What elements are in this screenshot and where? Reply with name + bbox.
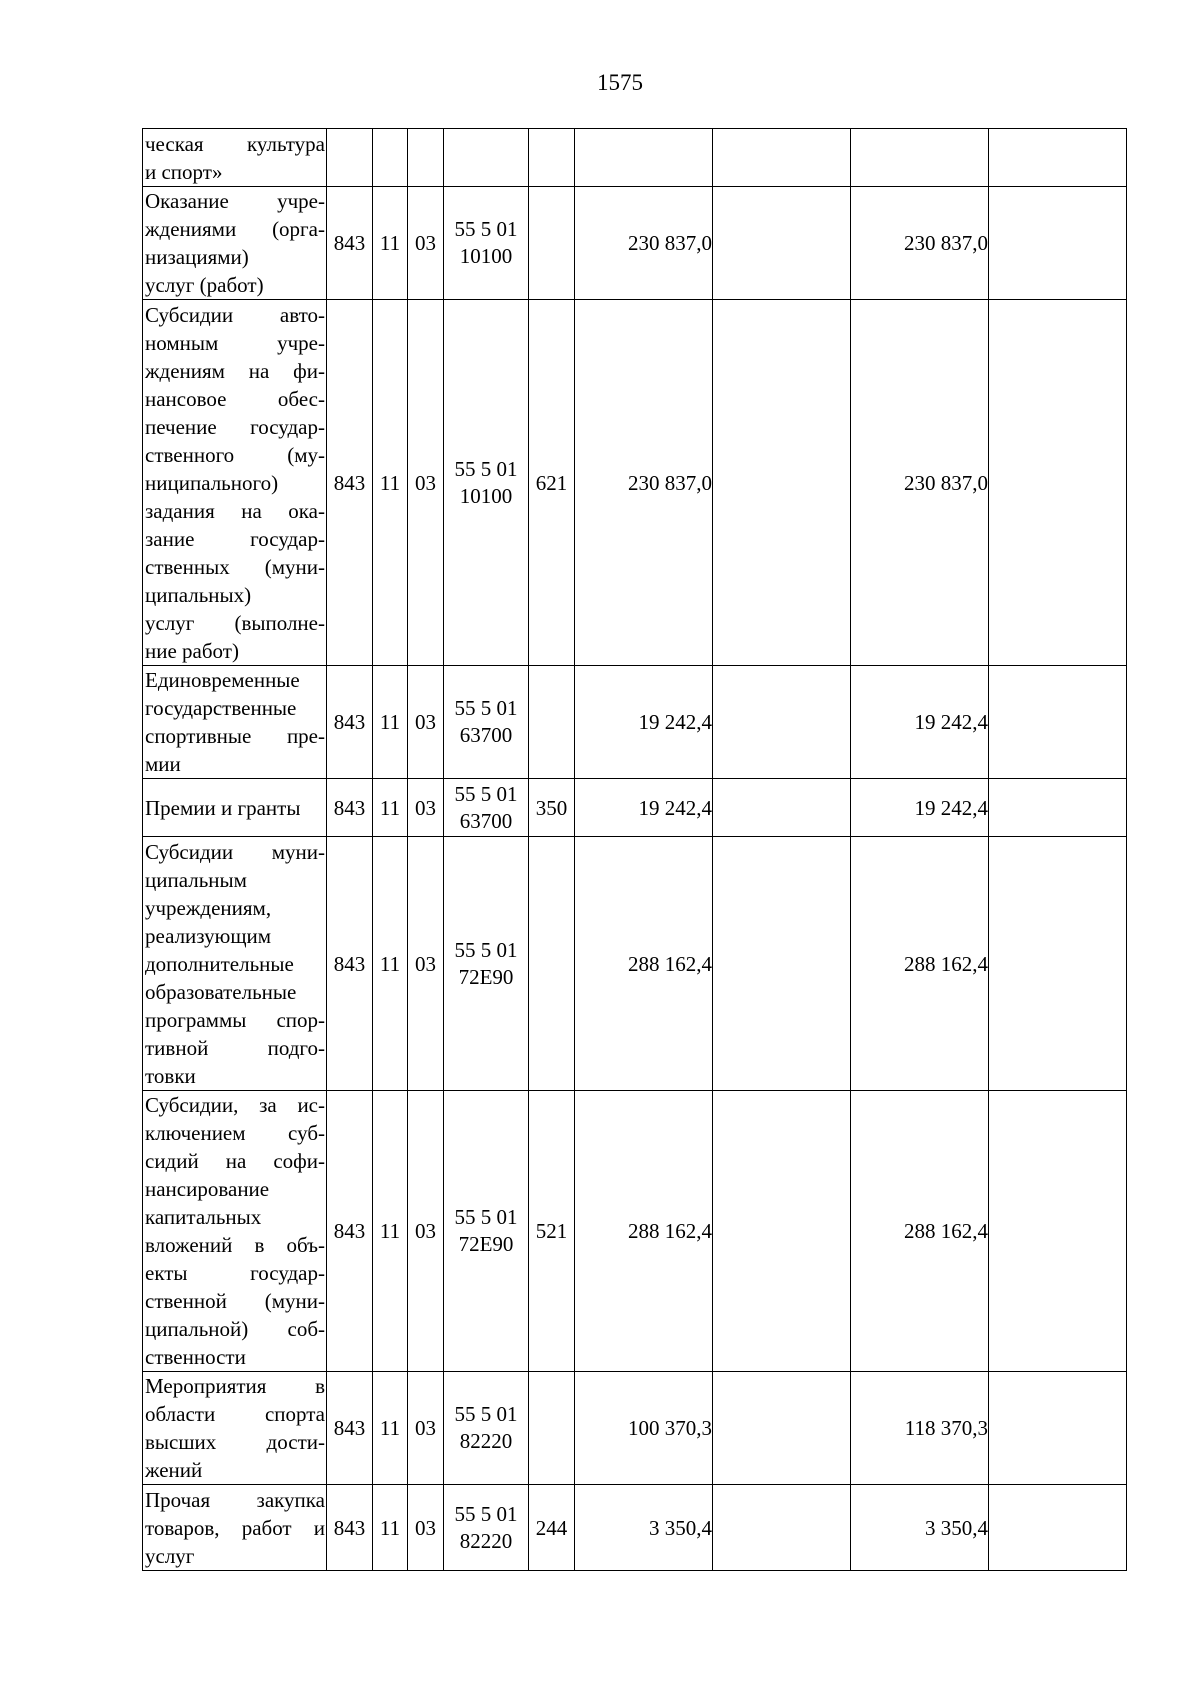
section-code: 11 xyxy=(373,300,408,666)
target-article-line1: 55 5 01 xyxy=(454,456,518,481)
target-article-code xyxy=(444,1372,529,1485)
target-article-line1: 55 5 01 xyxy=(454,217,518,241)
table-row xyxy=(143,129,1127,187)
ministry-code: 843 xyxy=(327,1485,373,1571)
amount-4 xyxy=(989,1372,1127,1485)
table-row xyxy=(143,300,1127,666)
amount-1: 288 162,4 xyxy=(575,1091,713,1372)
target-article-code xyxy=(444,129,529,187)
target-article-line2: 72Е90 xyxy=(458,964,514,989)
target-article-code xyxy=(444,300,529,666)
subsection-code: 03 xyxy=(408,666,444,779)
amount-3: 19 242,4 xyxy=(851,666,989,779)
target-article-line1: 55 5 01 xyxy=(454,1205,518,1229)
row-name-line: екты государ- xyxy=(145,1261,325,1285)
row-name-line: вложений в объ- xyxy=(145,1233,325,1257)
row-name-line: капитальных xyxy=(145,1205,262,1229)
row-name-line: сидий на софи- xyxy=(145,1149,325,1173)
subsection-code: 03 xyxy=(408,779,444,837)
row-name-line: ственного (му- xyxy=(145,442,325,467)
section-code: 11 xyxy=(373,837,408,1091)
ministry-code: 843 xyxy=(327,300,373,666)
row-name-line: Прочая закупка xyxy=(145,1487,325,1512)
row-name-line: ственности xyxy=(145,1345,246,1369)
section-code: 11 xyxy=(373,1091,408,1372)
ministry-code: 843 xyxy=(327,1372,373,1485)
row-name-line: ждениям на фи- xyxy=(145,358,325,383)
expense-kind-code xyxy=(529,187,575,300)
expense-kind-code xyxy=(529,129,575,187)
amount-2 xyxy=(713,1091,851,1372)
row-name-line: ждениями (орга- xyxy=(145,217,325,241)
row-name xyxy=(143,187,327,300)
subsection-code: 03 xyxy=(408,837,444,1091)
amount-1: 100 370,3 xyxy=(575,1372,713,1485)
row-name-line: и спорт» xyxy=(145,159,223,184)
ministry-code: 843 xyxy=(327,666,373,779)
amount-3 xyxy=(851,129,989,187)
amount-2 xyxy=(713,666,851,779)
amount-1: 230 837,0 xyxy=(575,187,713,300)
expense-kind-code: 350 xyxy=(529,779,575,837)
row-name xyxy=(143,779,327,837)
ministry-code: 843 xyxy=(327,187,373,300)
row-name-line: номным учре- xyxy=(145,330,325,355)
target-article-line2: 82220 xyxy=(459,1429,513,1453)
row-name-line: государственные xyxy=(145,696,297,720)
row-name-line: программы спор- xyxy=(145,1007,325,1032)
row-name-line: ципальных) xyxy=(145,582,252,607)
target-article-line2: 10100 xyxy=(459,244,513,268)
row-name-line: жений xyxy=(145,1458,203,1482)
target-article-line1: 55 5 01 xyxy=(454,1501,518,1526)
row-name-line: Премии и гранты xyxy=(145,795,301,820)
table-row xyxy=(143,779,1127,837)
amount-1: 19 242,4 xyxy=(575,666,713,779)
target-article-line1: 55 5 01 xyxy=(454,1402,518,1426)
target-article-code xyxy=(444,1485,529,1571)
amount-3: 288 162,4 xyxy=(851,1091,989,1372)
amount-2 xyxy=(713,1485,851,1571)
row-name xyxy=(143,1485,327,1571)
row-name-line: услуг (работ) xyxy=(145,273,264,297)
row-name-line: задания на ока- xyxy=(145,498,325,523)
budget-table xyxy=(142,128,1127,1571)
amount-2 xyxy=(713,779,851,837)
amount-1: 230 837,0 xyxy=(575,300,713,666)
row-name-line: товаров, работ и xyxy=(145,1515,325,1540)
row-name-line: зание государ- xyxy=(145,526,325,551)
amount-4 xyxy=(989,1485,1127,1571)
subsection-code xyxy=(408,129,444,187)
row-name xyxy=(143,300,327,666)
amount-1: 3 350,4 xyxy=(575,1485,713,1571)
section-code xyxy=(373,129,408,187)
row-name xyxy=(143,666,327,779)
section-code: 11 xyxy=(373,666,408,779)
target-article-line2: 63700 xyxy=(459,723,513,747)
table-row xyxy=(143,1372,1127,1485)
ministry-code: 843 xyxy=(327,837,373,1091)
table-row xyxy=(143,1091,1127,1372)
amount-4 xyxy=(989,300,1127,666)
row-name-line: Оказание учре- xyxy=(145,189,325,213)
expense-kind-code: 244 xyxy=(529,1485,575,1571)
row-name-line: нансирование xyxy=(145,1177,270,1201)
ministry-code: 843 xyxy=(327,779,373,837)
page-number: 1575 xyxy=(597,70,643,95)
amount-1: 19 242,4 xyxy=(575,779,713,837)
amount-4 xyxy=(989,779,1127,837)
row-name-line: ципальной) соб- xyxy=(145,1317,325,1341)
target-article-line2: 72Е90 xyxy=(458,1232,514,1256)
row-name-line: Субсидии авто- xyxy=(145,302,325,327)
section-code: 11 xyxy=(373,1485,408,1571)
target-article-line2: 63700 xyxy=(459,808,513,833)
row-name-line: ственных (муни- xyxy=(145,554,325,579)
amount-3: 3 350,4 xyxy=(851,1485,989,1571)
expense-kind-code xyxy=(529,837,575,1091)
row-name-line: низациями) xyxy=(145,245,249,269)
row-name-line: ческая культура xyxy=(145,131,325,156)
amount-2 xyxy=(713,837,851,1091)
target-article-code xyxy=(444,837,529,1091)
row-name-line: ственной (муни- xyxy=(145,1289,325,1313)
table-row xyxy=(143,187,1127,300)
subsection-code: 03 xyxy=(408,1485,444,1571)
table-row xyxy=(143,666,1127,779)
section-code: 11 xyxy=(373,779,408,837)
amount-3: 118 370,3 xyxy=(851,1372,989,1485)
row-name xyxy=(143,129,327,187)
target-article-code xyxy=(444,779,529,837)
amount-2 xyxy=(713,187,851,300)
row-name-line: области спорта xyxy=(145,1402,325,1426)
row-name xyxy=(143,1372,327,1485)
amount-3: 19 242,4 xyxy=(851,779,989,837)
row-name-line: мии xyxy=(145,752,181,776)
amount-3: 288 162,4 xyxy=(851,837,989,1091)
target-article-line1: 55 5 01 xyxy=(454,937,518,962)
section-code: 11 xyxy=(373,1372,408,1485)
row-name-line: нансовое обес- xyxy=(145,386,325,411)
ministry-code: 843 xyxy=(327,1091,373,1372)
amount-2 xyxy=(713,129,851,187)
amount-4 xyxy=(989,129,1127,187)
target-article-code xyxy=(444,666,529,779)
expense-kind-code: 521 xyxy=(529,1091,575,1372)
amount-4 xyxy=(989,837,1127,1091)
row-name-line: ключением суб- xyxy=(145,1121,325,1145)
subsection-code: 03 xyxy=(408,300,444,666)
target-article-code xyxy=(444,1091,529,1372)
amount-4 xyxy=(989,1091,1127,1372)
row-name-line: высших дости- xyxy=(145,1430,325,1454)
table-row xyxy=(143,1485,1127,1571)
expense-kind-code xyxy=(529,1372,575,1485)
amount-3: 230 837,0 xyxy=(851,187,989,300)
row-name-line: ниципального) xyxy=(145,470,279,495)
amount-4 xyxy=(989,666,1127,779)
row-name xyxy=(143,837,327,1091)
target-article-line1: 55 5 01 xyxy=(454,696,518,720)
row-name-line: ципальным xyxy=(145,867,247,892)
row-name-line: печение государ- xyxy=(145,414,325,439)
expense-kind-code xyxy=(529,666,575,779)
section-code: 11 xyxy=(373,187,408,300)
target-article-line2: 10100 xyxy=(459,483,513,508)
amount-2 xyxy=(713,1372,851,1485)
row-name-line: дополнительные xyxy=(145,951,294,976)
row-name-line: услуг (выполне- xyxy=(145,610,325,635)
amount-4 xyxy=(989,187,1127,300)
ministry-code xyxy=(327,129,373,187)
amount-3: 230 837,0 xyxy=(851,300,989,666)
row-name-line: товки xyxy=(145,1063,196,1088)
row-name-line: Субсидии, за ис- xyxy=(145,1093,325,1117)
row-name-line: Субсидии муни- xyxy=(145,839,325,864)
row-name-line: услуг xyxy=(145,1543,195,1568)
amount-1: 288 162,4 xyxy=(575,837,713,1091)
amount-2 xyxy=(713,300,851,666)
expense-kind-code: 621 xyxy=(529,300,575,666)
row-name-line: ние работ) xyxy=(145,638,239,663)
target-article-line2: 82220 xyxy=(459,1528,513,1553)
row-name-line: тивной подго- xyxy=(145,1035,325,1060)
table-body xyxy=(143,129,1127,1571)
target-article-code xyxy=(444,187,529,300)
subsection-code: 03 xyxy=(408,1091,444,1372)
row-name-line: Единовременные xyxy=(145,668,300,692)
row-name-line: Мероприятия в xyxy=(145,1374,325,1398)
row-name-line: учреждениям, xyxy=(145,895,272,920)
subsection-code: 03 xyxy=(408,1372,444,1485)
subsection-code: 03 xyxy=(408,187,444,300)
row-name-line: образовательные xyxy=(145,979,297,1004)
row-name-line: спортивные пре- xyxy=(145,724,325,748)
target-article-line1: 55 5 01 xyxy=(454,781,518,806)
amount-1 xyxy=(575,129,713,187)
row-name xyxy=(143,1091,327,1372)
table-row xyxy=(143,837,1127,1091)
row-name-line: реализующим xyxy=(145,923,272,948)
